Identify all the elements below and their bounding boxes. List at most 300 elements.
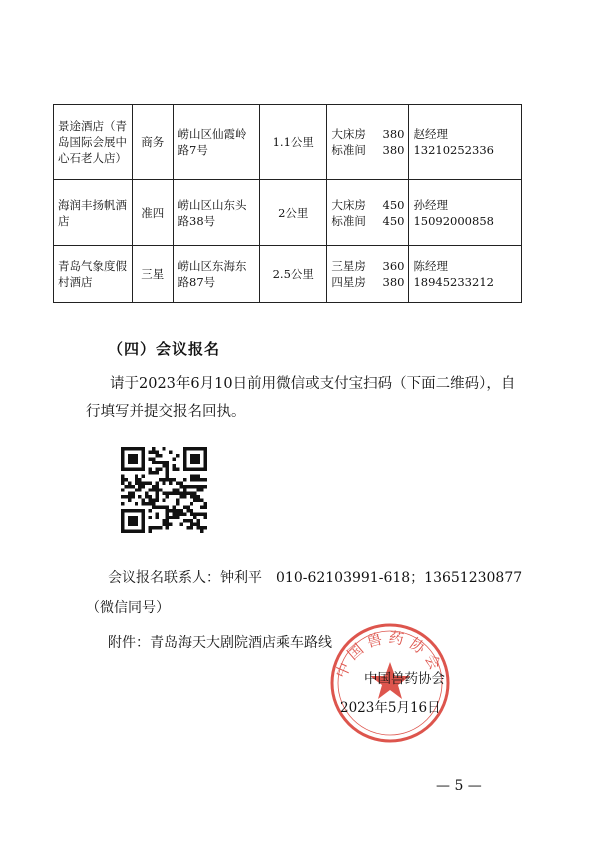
qr-module: [135, 481, 138, 484]
qr-module: [193, 499, 196, 502]
qr-module: [190, 478, 193, 481]
hotel-grade: 准四: [132, 180, 173, 246]
qr-module: [149, 495, 152, 498]
qr-module: [155, 450, 158, 453]
qr-module: [179, 512, 182, 515]
qr-module: [197, 457, 200, 460]
qr-module: [183, 447, 186, 450]
qr-module: [204, 457, 207, 460]
qr-module: [183, 461, 186, 464]
qr-module: [193, 523, 196, 526]
room-price: 360: [382, 259, 405, 273]
qr-module: [142, 485, 145, 488]
qr-module: [200, 499, 203, 502]
qr-module: [149, 509, 152, 512]
qr-module: [193, 468, 196, 471]
qr-module: [190, 512, 193, 515]
qr-module: [183, 464, 186, 467]
qr-module: [135, 461, 138, 464]
qr-module: [142, 464, 145, 467]
qr-module: [190, 502, 193, 505]
qr-module: [142, 457, 145, 460]
qr-module: [183, 488, 186, 491]
qr-module: [162, 499, 165, 502]
qr-module: [142, 475, 145, 478]
qr-module: [204, 468, 207, 471]
qr-module: [124, 468, 127, 471]
qr-module: [128, 499, 131, 502]
qr-module: [142, 461, 145, 464]
qr-module: [173, 464, 176, 467]
qr-module: [173, 509, 176, 512]
qr-module: [121, 516, 124, 519]
qr-module: [155, 505, 158, 508]
qr-module: [183, 519, 186, 522]
qr-module: [204, 461, 207, 464]
qr-module: [159, 478, 162, 481]
qr-module: [124, 447, 127, 450]
qr-module: [152, 450, 155, 453]
qr-module: [149, 516, 152, 519]
qr-module: [193, 461, 196, 464]
qr-module: [197, 454, 200, 457]
qr-module: [121, 526, 124, 529]
qr-module: [131, 516, 134, 519]
hotel-address: 崂山区东海东路87号: [173, 246, 260, 303]
qr-module: [166, 526, 169, 529]
qr-module: [152, 457, 155, 460]
qr-module: [145, 495, 148, 498]
qr-module: [128, 481, 131, 484]
qr-module: [204, 516, 207, 519]
qr-module: [121, 481, 124, 484]
qr-module: [142, 447, 145, 450]
qr-module: [142, 454, 145, 457]
qr-module: [183, 495, 186, 498]
room-type: 大床房: [331, 197, 366, 212]
hotel-distance: 2公里: [260, 180, 327, 246]
qr-module: [190, 523, 193, 526]
qr-module: [121, 468, 124, 471]
qr-module: [190, 509, 193, 512]
qr-module: [121, 512, 124, 515]
qr-module: [166, 492, 169, 495]
room-line: [331, 213, 404, 229]
qr-module: [121, 475, 124, 478]
qr-module: [155, 454, 158, 457]
qr-module: [159, 461, 162, 464]
qr-module: [135, 478, 138, 481]
qr-module: [142, 450, 145, 453]
qr-module: [193, 512, 196, 515]
qr-module: [176, 502, 179, 505]
qr-module: [166, 509, 169, 512]
qr-module: [121, 519, 124, 522]
qr-module: [193, 495, 196, 498]
contact-name: 陈经理: [413, 259, 448, 273]
table-row: [54, 105, 522, 180]
qr-module: [193, 492, 196, 495]
qr-module: [162, 461, 165, 464]
qr-module: [193, 475, 196, 478]
qr-module: [200, 447, 203, 450]
qr-module: [152, 505, 155, 508]
qr-module: [131, 457, 134, 460]
qr-module: [142, 509, 145, 512]
qr-module: [149, 450, 152, 453]
hotel-rooms: [327, 105, 409, 180]
qr-module: [176, 509, 179, 512]
qr-module: [145, 492, 148, 495]
qr-module: [135, 502, 138, 505]
qr-module: [159, 488, 162, 491]
hotel-name: 青岛气象度假村酒店: [54, 246, 133, 303]
qr-module: [183, 512, 186, 515]
qr-module: [128, 461, 131, 464]
hotel-contact: [409, 180, 522, 246]
qr-module: [173, 457, 176, 460]
qr-module: [142, 516, 145, 519]
qr-module: [169, 492, 172, 495]
qr-module: [138, 485, 141, 488]
attachment-line: 附件：青岛海天大剧院酒店乘车路线: [108, 635, 332, 651]
qr-module: [169, 509, 172, 512]
wechat-note: （微信同号）: [86, 600, 170, 616]
qr-module: [155, 516, 158, 519]
qr-module: [173, 492, 176, 495]
qr-module: [131, 519, 134, 522]
qr-module: [145, 502, 148, 505]
qr-module: [186, 526, 189, 529]
qr-module: [121, 495, 124, 498]
qr-module: [190, 457, 193, 460]
qr-module: [166, 478, 169, 481]
qr-module: [186, 505, 189, 508]
qr-module: [169, 481, 172, 484]
qr-module: [200, 488, 203, 491]
qr-module: [193, 447, 196, 450]
room-type: 大床房: [331, 127, 366, 141]
qr-module: [128, 454, 131, 457]
qr-module: [124, 530, 127, 533]
qr-module: [162, 464, 165, 467]
qr-module: [128, 509, 131, 512]
qr-module: [121, 447, 124, 450]
qr-module: [166, 495, 169, 498]
hotel-name: 景途酒店（青岛国际会展中心石老人店）: [54, 105, 133, 180]
qr-module: [138, 495, 141, 498]
room-price: 380: [382, 143, 405, 157]
qr-module: [155, 471, 158, 474]
contact-line: 会议报名联系人：钟利平 010-62103991-618；13651230877: [108, 570, 523, 586]
qr-module: [152, 471, 155, 474]
qr-module: [183, 505, 186, 508]
svg-text:中国兽药协会: 中国兽药协会: [331, 628, 447, 681]
qr-module: [142, 499, 145, 502]
room-type: 四星房: [331, 275, 366, 289]
qr-module: [149, 530, 152, 533]
qr-module: [183, 468, 186, 471]
room-type: 三星房: [331, 259, 366, 273]
qr-module: [166, 464, 169, 467]
qr-module: [200, 468, 203, 471]
qr-module: [138, 481, 141, 484]
qr-module: [193, 516, 196, 519]
qr-module: [162, 478, 165, 481]
qr-module: [149, 526, 152, 529]
qr-module: [166, 475, 169, 478]
room-line: [331, 126, 404, 142]
qr-module: [186, 468, 189, 471]
qr-module: [169, 478, 172, 481]
qr-module: [145, 481, 148, 484]
qr-module: [121, 478, 124, 481]
qr-module: [152, 499, 155, 502]
qr-module: [138, 478, 141, 481]
qr-module: [204, 512, 207, 515]
qr-module: [190, 485, 193, 488]
qr-module: [166, 468, 169, 471]
qr-module: [124, 495, 127, 498]
qr-module: [142, 481, 145, 484]
qr-module: [173, 516, 176, 519]
hotel-grade: 商务: [132, 105, 173, 180]
qr-module: [121, 488, 124, 491]
qr-module: [197, 478, 200, 481]
qr-module: [128, 485, 131, 488]
qr-module: [190, 519, 193, 522]
hotel-grade: 三星: [132, 246, 173, 303]
qr-module: [176, 488, 179, 491]
qr-module: [186, 485, 189, 488]
qr-module: [186, 447, 189, 450]
qr-module: [162, 523, 165, 526]
qr-module: [131, 447, 134, 450]
qr-module: [204, 505, 207, 508]
qr-module: [121, 454, 124, 457]
qr-module: [176, 516, 179, 519]
room-line: [331, 197, 404, 213]
organization-name: 中国兽药协会: [364, 671, 445, 687]
contact-phone: 13210252336: [413, 143, 494, 157]
qr-module: [128, 516, 131, 519]
qr-module: [131, 495, 134, 498]
contact-name: 孙经理: [413, 197, 448, 212]
qr-module: [166, 461, 169, 464]
qr-module: [204, 454, 207, 457]
contact-name: 赵经理: [413, 127, 448, 141]
qr-module: [131, 530, 134, 533]
qr-module: [138, 447, 141, 450]
qr-module: [197, 485, 200, 488]
qr-code-icon[interactable]: [118, 447, 210, 533]
qr-module: [128, 468, 131, 471]
qr-module: [131, 509, 134, 512]
qr-module: [121, 523, 124, 526]
qr-module: [128, 523, 131, 526]
qr-module: [142, 523, 145, 526]
hotel-contact: [409, 246, 522, 303]
qr-module: [173, 512, 176, 515]
qr-module: [190, 492, 193, 495]
qr-module: [131, 492, 134, 495]
qr-module: [121, 530, 124, 533]
qr-module: [162, 519, 165, 522]
registration-paragraph: 请于2023年6月10日前用微信或支付宝扫码（下面二维码），自行填写并提交报名回执。: [86, 376, 516, 420]
qr-module: [204, 502, 207, 505]
qr-module: [159, 454, 162, 457]
qr-module: [162, 481, 165, 484]
room-type: 标准间: [331, 213, 366, 228]
qr-module: [197, 468, 200, 471]
qr-module: [155, 485, 158, 488]
qr-module: [121, 461, 124, 464]
qr-module: [135, 519, 138, 522]
qr-module: [138, 509, 141, 512]
table-row: [54, 180, 522, 246]
qr-module: [128, 519, 131, 522]
qr-module: [204, 450, 207, 453]
qr-module: [131, 523, 134, 526]
qr-module: [121, 457, 124, 460]
qr-module: [131, 485, 134, 488]
hotel-contact: [409, 105, 522, 180]
qr-module: [149, 457, 152, 460]
qr-module: [142, 526, 145, 529]
qr-module: [155, 461, 158, 464]
qr-module: [162, 505, 165, 508]
qr-module: [197, 512, 200, 515]
qr-module: [131, 461, 134, 464]
qr-module: [190, 526, 193, 529]
qr-module: [135, 468, 138, 471]
qr-module: [197, 461, 200, 464]
qr-module: [142, 512, 145, 515]
qr-module: [131, 454, 134, 457]
qr-module: [190, 447, 193, 450]
hotel-table: [53, 104, 522, 303]
qr-module: [166, 505, 169, 508]
qr-module: [135, 516, 138, 519]
qr-module: [169, 516, 172, 519]
qr-module: [135, 509, 138, 512]
qr-module: [190, 495, 193, 498]
qr-module: [128, 447, 131, 450]
qr-module: [121, 502, 124, 505]
qr-module: [183, 450, 186, 453]
qr-module: [128, 530, 131, 533]
qr-module: [173, 468, 176, 471]
qr-module: [169, 523, 172, 526]
qr-module: [142, 519, 145, 522]
qr-module: [197, 499, 200, 502]
qr-module: [179, 495, 182, 498]
qr-module: [197, 519, 200, 522]
qr-module: [176, 499, 179, 502]
room-type: 标准间: [331, 143, 366, 157]
qr-module: [152, 502, 155, 505]
qr-module: [204, 464, 207, 467]
qr-module: [166, 512, 169, 515]
qr-module: [190, 475, 193, 478]
qr-module: [149, 488, 152, 491]
qr-module: [121, 450, 124, 453]
qr-module: [155, 492, 158, 495]
qr-module: [159, 526, 162, 529]
room-price: 450: [382, 197, 405, 212]
qr-module: [176, 492, 179, 495]
qr-module: [128, 457, 131, 460]
qr-module: [152, 447, 155, 450]
qr-module: [166, 519, 169, 522]
qr-module: [149, 481, 152, 484]
qr-module: [152, 461, 155, 464]
qr-module: [200, 478, 203, 481]
qr-module: [183, 478, 186, 481]
qr-module: [204, 526, 207, 529]
contact-phone: 15092000858: [413, 213, 494, 228]
room-price: 380: [382, 127, 405, 141]
qr-module: [142, 530, 145, 533]
qr-module: [135, 454, 138, 457]
room-line: [331, 258, 404, 274]
qr-module: [197, 526, 200, 529]
qr-module: [124, 485, 127, 488]
qr-module: [128, 495, 131, 498]
qr-module: [155, 512, 158, 515]
hotel-address: 崂山区仙霞岭路7号: [173, 105, 260, 180]
qr-module: [200, 485, 203, 488]
qr-module: [135, 457, 138, 460]
qr-module: [142, 502, 145, 505]
qr-module: [135, 530, 138, 533]
hotel-name: 海润丰扬帆酒店: [54, 180, 133, 246]
qr-module: [166, 523, 169, 526]
qr-module: [193, 485, 196, 488]
qr-module: [162, 492, 165, 495]
qr-module: [121, 464, 124, 467]
qr-module: [186, 509, 189, 512]
section-title: （四）会议报名: [108, 340, 221, 358]
qr-module: [124, 478, 127, 481]
hotel-rooms: [327, 246, 409, 303]
room-line: [331, 274, 404, 290]
qr-module: [200, 505, 203, 508]
qr-module: [155, 499, 158, 502]
qr-module: [135, 488, 138, 491]
qr-module: [200, 526, 203, 529]
qr-module: [176, 468, 179, 471]
qr-module: [176, 481, 179, 484]
qr-module: [166, 471, 169, 474]
qr-module: [173, 488, 176, 491]
page-number: — 5 —: [436, 778, 482, 794]
qr-module: [152, 488, 155, 491]
qr-module: [176, 454, 179, 457]
qr-module: [149, 468, 152, 471]
qr-module: [190, 468, 193, 471]
qr-module: [138, 488, 141, 491]
contact-phone: 18945233212: [413, 275, 494, 289]
qr-module: [186, 492, 189, 495]
qr-module: [173, 505, 176, 508]
qr-module: [155, 481, 158, 484]
qr-module: [138, 530, 141, 533]
document-date: 2023年5月16日: [340, 700, 441, 716]
qr-module: [193, 478, 196, 481]
room-line: [331, 142, 404, 158]
qr-module: [204, 485, 207, 488]
